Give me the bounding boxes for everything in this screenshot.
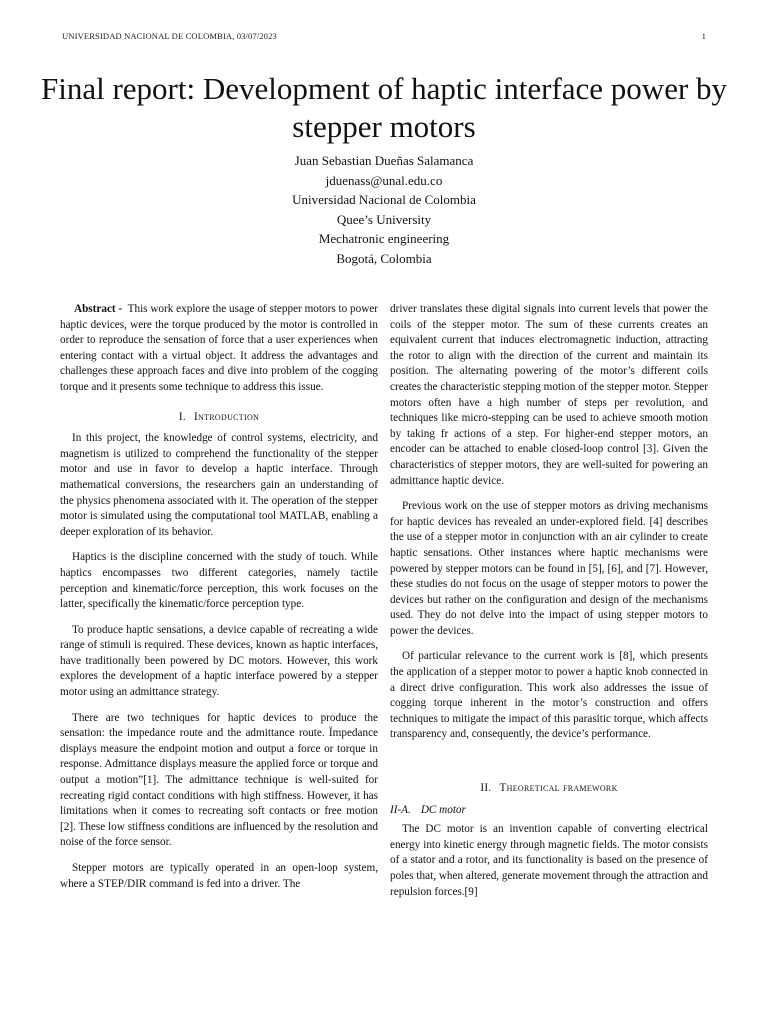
paragraph: To produce haptic sensations, a device capable of recreating a wide range of stimuli is required. These devices, known as haptic interfaces, have traditionally been powered by DC motors. However, this work explores the development of a haptic interface powered by a stepper motor using an admittance strategy. [60,623,378,699]
section-number: II. [480,782,492,795]
paragraph: Stepper motors are typically operated in an open-loop system, where a STEP/DIR command is fed into a driver. The [60,862,378,890]
abstract-label: Abstract - [74,303,123,315]
abstract [60,302,378,396]
section-number: I. [178,410,186,423]
author-name: Juan Sebastian Dueñas Salamanca [294,153,474,168]
subsection-number: II-A. [390,803,411,816]
page-number: 1 [701,31,706,41]
paragraph: In this project, the knowledge of control systems, electricity, and magnetism is utilized to comprehend the functionality of the stepper motor and use in favor to develop a haptic interface. Through mathematical conversions, the researchers gain an understanding of the physics phenomena associated with it. The operation of the stepper motor is simulated using the computational tool MATLAB, enabling a deeper exploration of its behavior. [60,432,378,538]
paper-title: Final report: Development of haptic interface power by stepper motors [40,71,728,144]
subsection-heading-dc-motor [390,803,708,819]
paragraph: Of particular relevance to the current work is [8], which presents the application of a stepper motor to power a haptic knob connected in a direct drive configuration. This work also addresses the issue of cogging torque inherent in the motor’s construction and offers techniques to mitigate the impact of this parasitic torque, which affects transparency and, consequently, the device’s performance. [390,650,708,741]
paragraph: The DC motor is an invention capable of converting electrical energy into kinetic energy through magnetic fields. The motor consists of a stator and a rotor, and its functionality is based on the presence of poles that, when altered, generate movement through the attraction and repulsion forces.[9] [390,823,708,898]
section-heading-theoretical-framework [390,781,708,797]
author-location: Bogotá, Colombia [336,250,432,266]
author-block [100,151,668,268]
author-department: Mechatronic engineering [318,231,450,246]
abstract-text: This work explore the usage of stepper motors to power haptic devices, were the torque produced by the motor is controlled in order to reproduce the sensation of force that a user experiences when entering contact with a virtual object. It address the advantages and challenges these approach faces and dive into problem of the cogging torque and it presents some technique to address this issue. [60,303,378,393]
right-column [390,302,708,900]
running-head [62,31,706,41]
author-email: jduenass@unal.edu.co [325,172,443,188]
paragraph: There are two techniques for haptic devices to produce the sensation: the impedance route and the admittance route. Ïmpedance displays measure the endpoint motion and output a force or torque in response. Admittance displays measure the applied force or torque and output a motion”[1]. The admittance technique is well-suited for recreating rigid contact conditions with high stiffness. However, it has limitations when it comes to recreating soft contacts or free motion [2]. These low stiffness conditions are influenced by the resolution and noise of the force sensor. [60,711,378,849]
section-heading-introduction [60,410,378,426]
subsection-title: DC motor [420,803,466,816]
author-affiliation: Universidad Nacional de Colombia [292,192,476,207]
section-title: Introduction [194,410,260,423]
paragraph: Previous work on the use of stepper motors as driving mechanisms for haptic devices has revealed an under-explored field. [4] describes the use of a stepper motor in conjunction with an air cylinder to create haptic sensations. Other instances where haptic mechanisms were powered by stepper motors can be found in [5], [6], and [7]. However, these studies do not focus on the usage of stepper motors to power the devices but rather on the configuration and design of the mechanisms used. They do not delve into the impact of using stepper motors to power the devices. [390,500,708,637]
running-head-left: UNIVERSIDAD NACIONAL DE COLOMBIA, 03/07/2023 [62,31,277,41]
paragraph: Haptics is the discipline concerned with the study of touch. While haptics encompasses two different categories, namely tactile perception and kinematic/force perception, this work focuses on the latter, specifically the kinematic/force perception type. [60,551,378,611]
paragraph-continuation: driver translates these digital signals into current levels that power the coils of the stepper motor. The sum of these currents creates an equivalent current that induces electromagnetic induction, attracting the rotor to align with the direction of the current and maintain its position. The alternating powering of the motor’s different coils creates the characteristic stepping motion of the stepper motor. Stepper motors often have a high number of steps per revolution, and techniques like micro-stepping can be used to achieve smooth motion by taking fr actions of a step. For higher-end stepper motors, an encoder can be attached to enable closed-loop control [3]. Given the characteristics of stepper motors, they are well-suited for powering an admittance haptic device. [390,303,708,487]
author-affiliation: Quee’s University [336,211,432,227]
left-column [60,302,378,892]
section-title: Theoretical framework [499,782,618,795]
